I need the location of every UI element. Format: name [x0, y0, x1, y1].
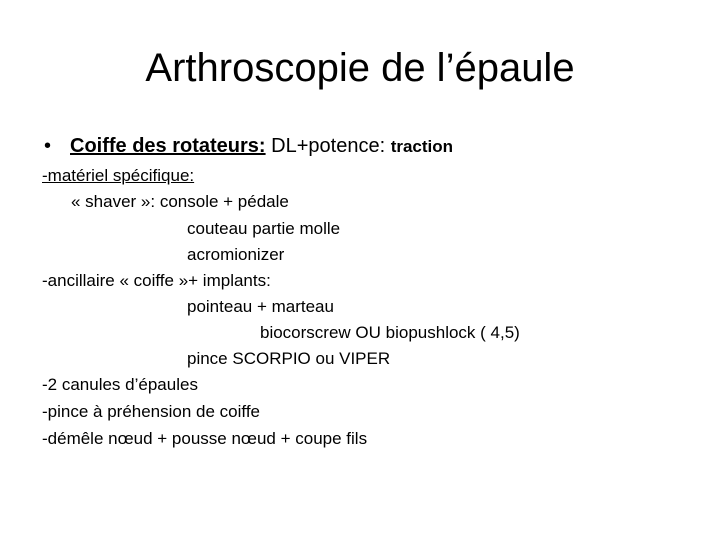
line-pince-prehension: -pince à préhension de coiffe	[42, 402, 261, 421]
line-biocorscrew: biocorscrew OU biopushlock ( 4,5)	[260, 323, 520, 342]
bullet-heading: Coiffe des rotateurs:	[70, 135, 266, 157]
bullet-symbol: •	[44, 135, 52, 157]
line-couteau: couteau partie molle	[187, 219, 341, 238]
slide-title: Arthroscopie de l’épaule	[145, 46, 575, 90]
bullet-emphasis: traction	[390, 137, 454, 156]
line-demele-noeud: -démêle nœud + pousse nœud + coupe fils	[42, 429, 368, 448]
line-acromionizer: acromionizer	[187, 245, 285, 264]
line-shaver: « shaver »: console + pédale	[71, 192, 289, 211]
bullet-text: DL+potence:	[265, 135, 391, 157]
line-ancillaire: -ancillaire « coiffe »+ implants:	[42, 271, 271, 290]
line-pince-scorpio: pince SCORPIO ou VIPER	[187, 349, 391, 368]
line-canules: -2 canules d’épaules	[42, 375, 198, 394]
line-materiel-specifique: -matériel spécifique:	[42, 166, 195, 185]
line-pointeau: pointeau + marteau	[187, 297, 334, 316]
bullet-coiffe-des-rotateurs	[44, 132, 453, 161]
